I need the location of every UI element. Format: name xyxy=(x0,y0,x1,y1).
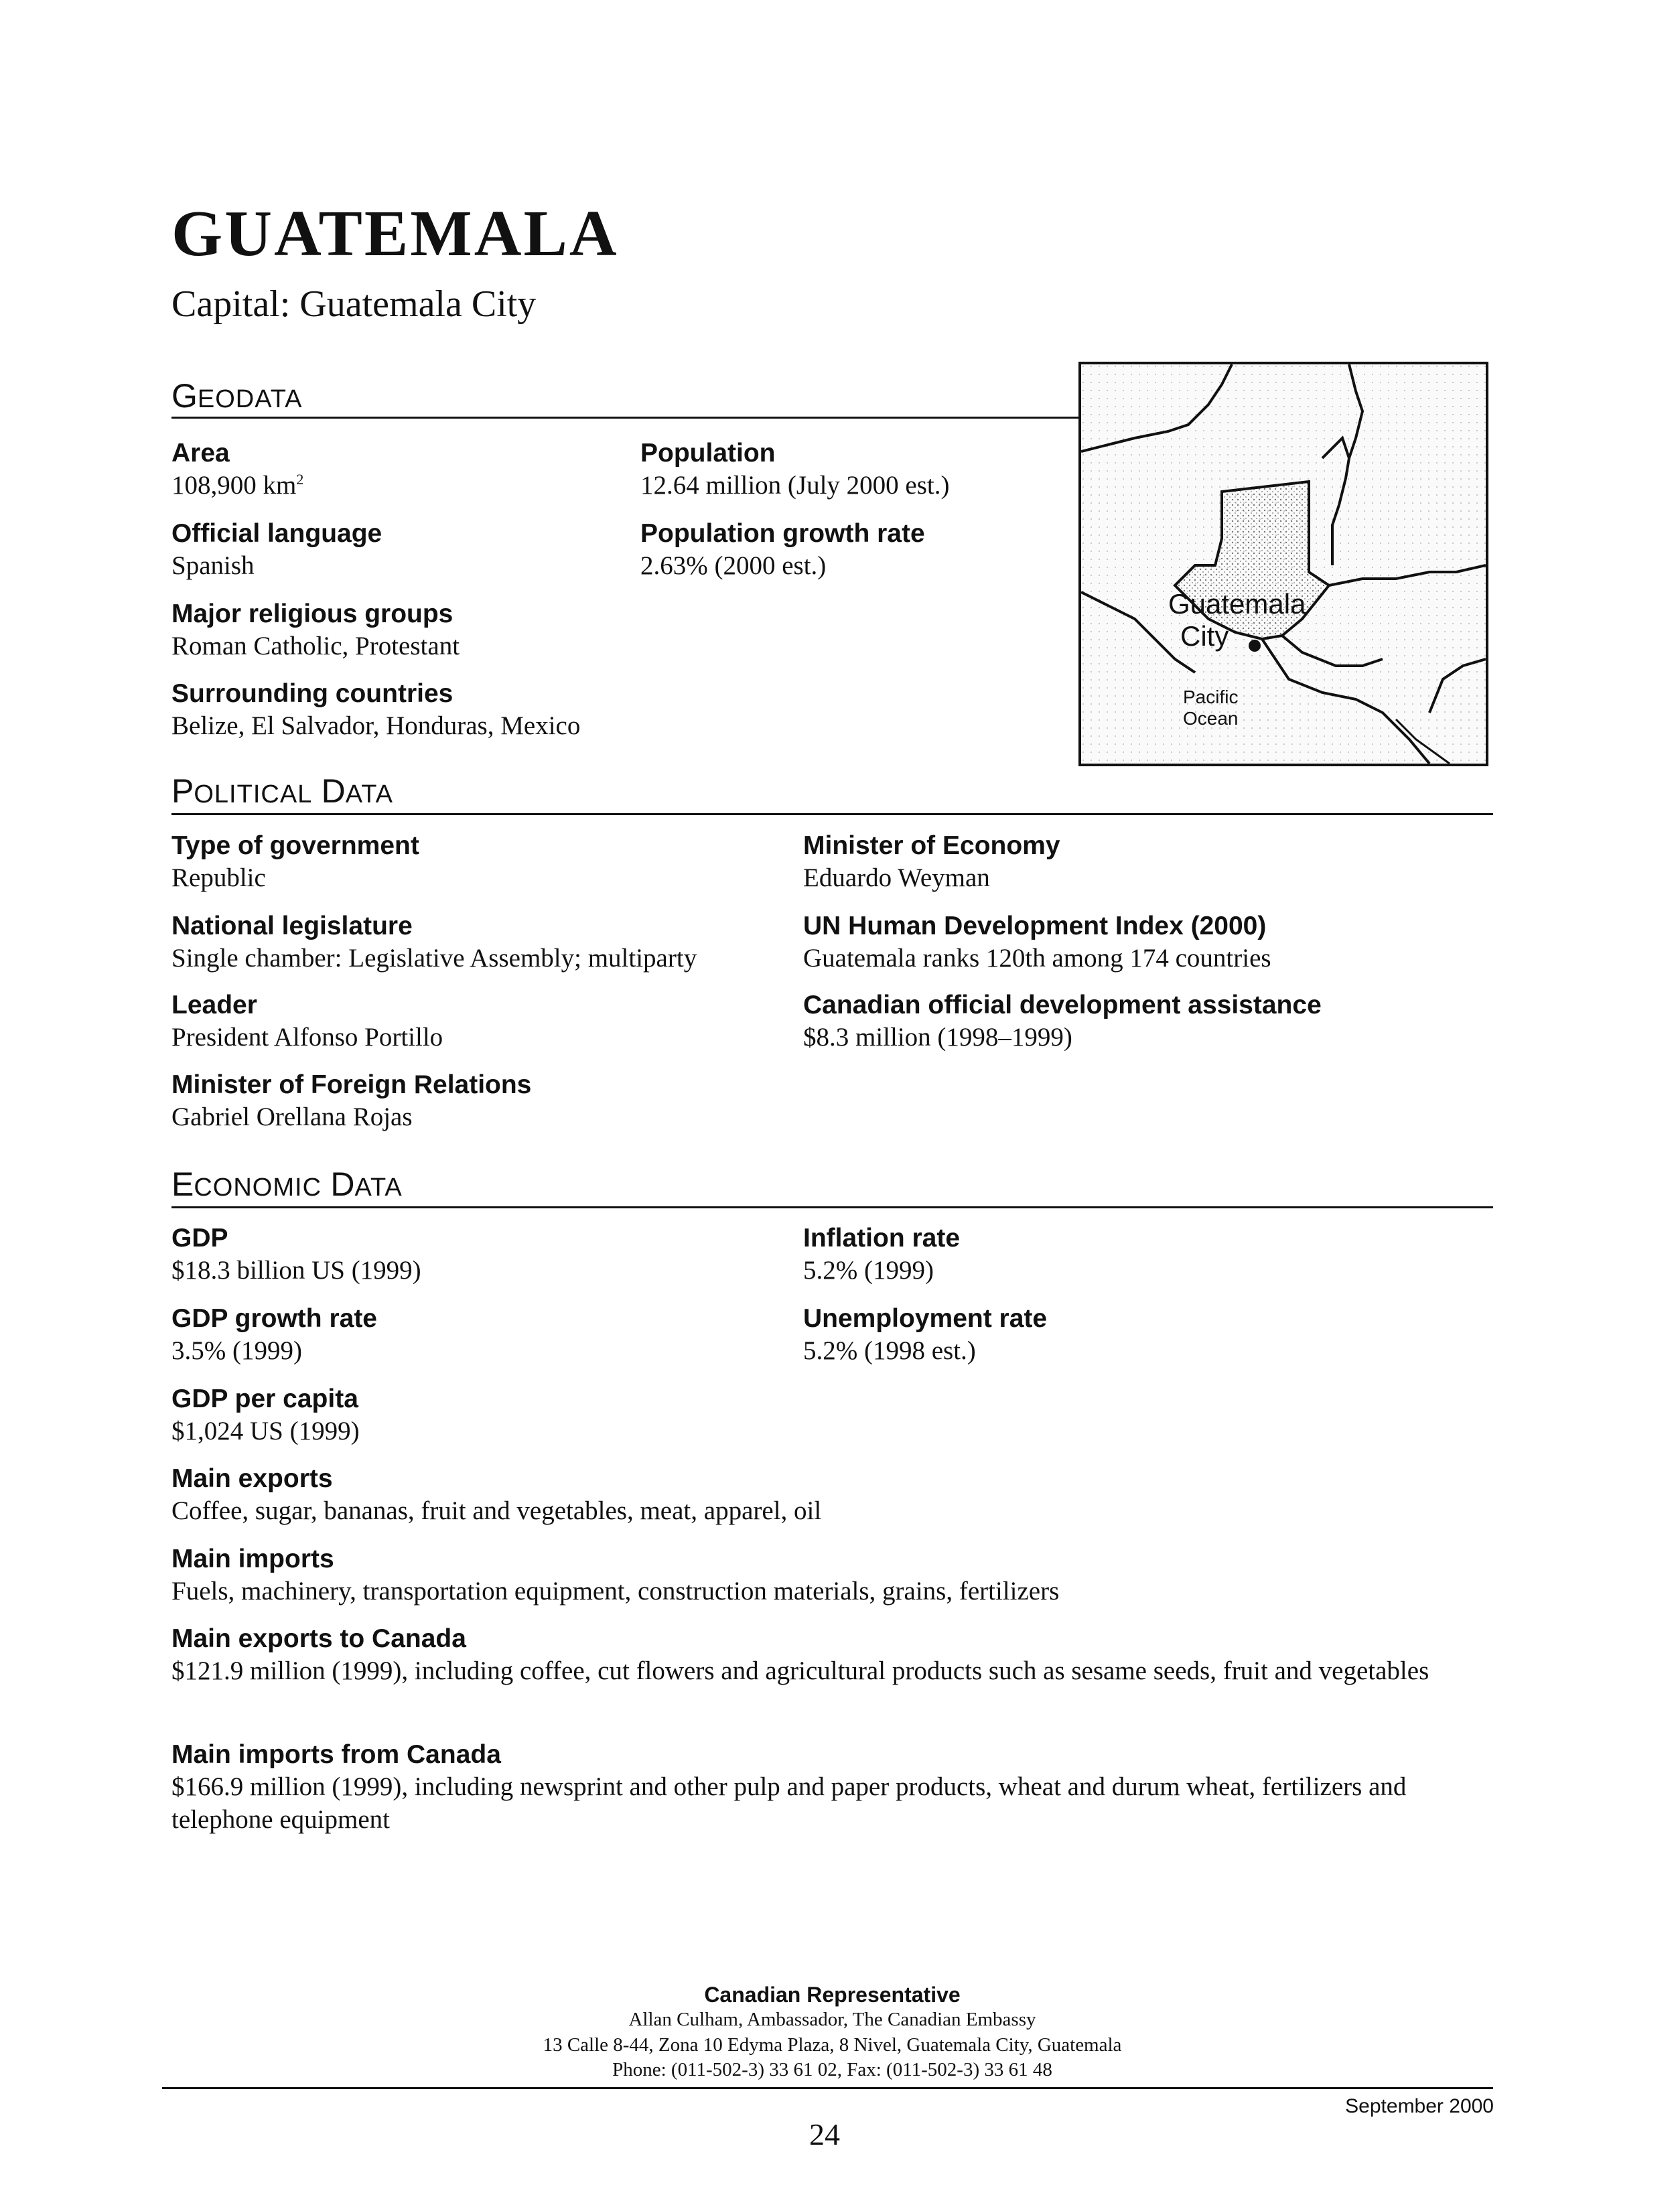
population-growth-value: 2.63% (2000 est.) xyxy=(640,551,827,580)
gdp-capita-field xyxy=(171,1384,360,1448)
exports-value: Coffee, sugar, bananas, fruit and vegetables, meat, apparel, oil xyxy=(171,1496,822,1525)
inflation-value: 5.2% (1999) xyxy=(803,1255,934,1285)
religion-field xyxy=(171,599,460,663)
leader-label: Leader xyxy=(171,991,257,1019)
unemployment-label: Unemployment rate xyxy=(803,1304,1048,1333)
imports-field xyxy=(171,1544,1484,1608)
inflation-field xyxy=(803,1223,960,1287)
gdp-capita-value: $1,024 US (1999) xyxy=(171,1416,360,1445)
map-ocean-label-2: Ocean xyxy=(1183,708,1239,729)
economy-minister-value: Eduardo Weyman xyxy=(803,863,990,892)
population-value: 12.64 million (July 2000 est.) xyxy=(640,470,950,500)
population-growth-field xyxy=(640,518,925,583)
leader-value: President Alfonso Portillo xyxy=(171,1022,443,1052)
government-value: Republic xyxy=(171,863,266,892)
map-city-label-2: City xyxy=(1180,620,1229,652)
imports-canada-label: Main imports from Canada xyxy=(171,1740,501,1769)
legislature-value: Single chamber: Legislative Assembly; multiparty xyxy=(171,943,697,973)
political-heading: POLITICAL DATA xyxy=(171,772,394,810)
hdi-value: Guatemala ranks 120th among 174 countries xyxy=(803,943,1271,973)
map-city-label-1: Guatemala xyxy=(1168,588,1306,620)
imports-label: Main imports xyxy=(171,1545,334,1573)
political-rule xyxy=(171,813,1493,815)
canadian-representative xyxy=(171,1983,1493,2083)
gdp-growth-field xyxy=(171,1303,377,1368)
unemployment-field xyxy=(803,1303,1047,1368)
language-field xyxy=(171,518,382,583)
rep-phone: Phone: (011-502-3) 33 61 02, Fax: (011-502-3) 33 61 48 xyxy=(612,2059,1052,2081)
area-label: Area xyxy=(171,439,230,468)
population-growth-label: Population growth rate xyxy=(640,519,925,548)
map-ocean-label-1: Pacific xyxy=(1183,687,1239,707)
economy-minister-field xyxy=(803,831,1060,895)
rep-title: Canadian Representative xyxy=(704,1983,961,2007)
legislature-field xyxy=(171,911,697,975)
capital-line: Capital: Guatemala City xyxy=(171,283,537,325)
location-map xyxy=(1078,362,1488,766)
oda-field xyxy=(803,990,1322,1054)
population-field xyxy=(640,438,950,502)
economic-heading: ECONOMIC DATA xyxy=(171,1165,403,1203)
language-label: Official language xyxy=(171,519,382,548)
hdi-field xyxy=(803,911,1271,975)
exports-canada-value: $121.9 million (1999), including coffee, cut flowers and agricultural products such as sesame seeds, fruit and vegetables xyxy=(171,1656,1429,1685)
language-value: Spanish xyxy=(171,551,255,580)
city-marker xyxy=(1249,640,1261,652)
inflation-label: Inflation rate xyxy=(803,1224,961,1253)
gdp-growth-label: GDP growth rate xyxy=(171,1304,377,1333)
foreign-minister-field xyxy=(171,1070,531,1134)
imports-canada-field xyxy=(171,1739,1484,1836)
oda-value: $8.3 million (1998–1999) xyxy=(803,1022,1072,1052)
leader-field xyxy=(171,990,443,1054)
gdp-field xyxy=(171,1223,421,1287)
geodata-rule xyxy=(171,417,1081,419)
geodata-heading: GEODATA xyxy=(171,377,303,415)
surrounding-label: Surrounding countries xyxy=(171,679,453,708)
gdp-capita-label: GDP per capita xyxy=(171,1384,358,1413)
foreign-minister-label: Minister of Foreign Relations xyxy=(171,1070,532,1099)
unemployment-value: 5.2% (1998 est.) xyxy=(803,1336,976,1365)
oda-label: Canadian official development assistance xyxy=(803,991,1322,1019)
country-title: GUATEMALA xyxy=(171,198,619,270)
rep-address: 13 Calle 8-44, Zona 10 Edyma Plaza, 8 Nivel, Guatemala City, Guatemala xyxy=(543,2034,1122,2056)
area-field xyxy=(171,438,303,502)
population-label: Population xyxy=(640,439,776,468)
legislature-label: National legislature xyxy=(171,912,413,940)
hdi-label: UN Human Development Index (2000) xyxy=(803,912,1267,940)
surrounding-value: Belize, El Salvador, Honduras, Mexico xyxy=(171,711,581,740)
economic-rule xyxy=(171,1206,1493,1208)
government-label: Type of government xyxy=(171,831,419,860)
exports-canada-field xyxy=(171,1624,1484,1688)
economy-minister-label: Minister of Economy xyxy=(803,831,1060,860)
gdp-value: $18.3 billion US (1999) xyxy=(171,1255,421,1285)
page-number: 24 xyxy=(809,2117,840,2151)
foreign-minister-value: Gabriel Orellana Rojas xyxy=(171,1102,413,1131)
imports-canada-value: $166.9 million (1999), including newsprint and other pulp and paper products, wheat and durum wheat, fertilizers and telephone equipment xyxy=(171,1772,1407,1834)
exports-field xyxy=(171,1464,1484,1528)
religion-value: Roman Catholic, Protestant xyxy=(171,631,460,660)
area-value: 108,900 $km^2$ xyxy=(171,470,304,500)
religion-label: Major religious groups xyxy=(171,599,453,628)
government-field xyxy=(171,831,419,895)
footer-rule xyxy=(162,2087,1493,2089)
imports-value: Fuels, machinery, transportation equipment, construction materials, grains, fertilizers xyxy=(171,1576,1060,1606)
map-graphic xyxy=(1081,364,1486,764)
gdp-label: GDP xyxy=(171,1224,228,1253)
gdp-growth-value: 3.5% (1999) xyxy=(171,1336,302,1365)
exports-label: Main exports xyxy=(171,1464,333,1493)
surrounding-field xyxy=(171,679,580,743)
publication-date: September 2000 xyxy=(1345,2095,1494,2117)
rep-name: Allan Culham, Ambassador, The Canadian Embassy xyxy=(628,2009,1036,2030)
exports-canada-label: Main exports to Canada xyxy=(171,1624,466,1653)
